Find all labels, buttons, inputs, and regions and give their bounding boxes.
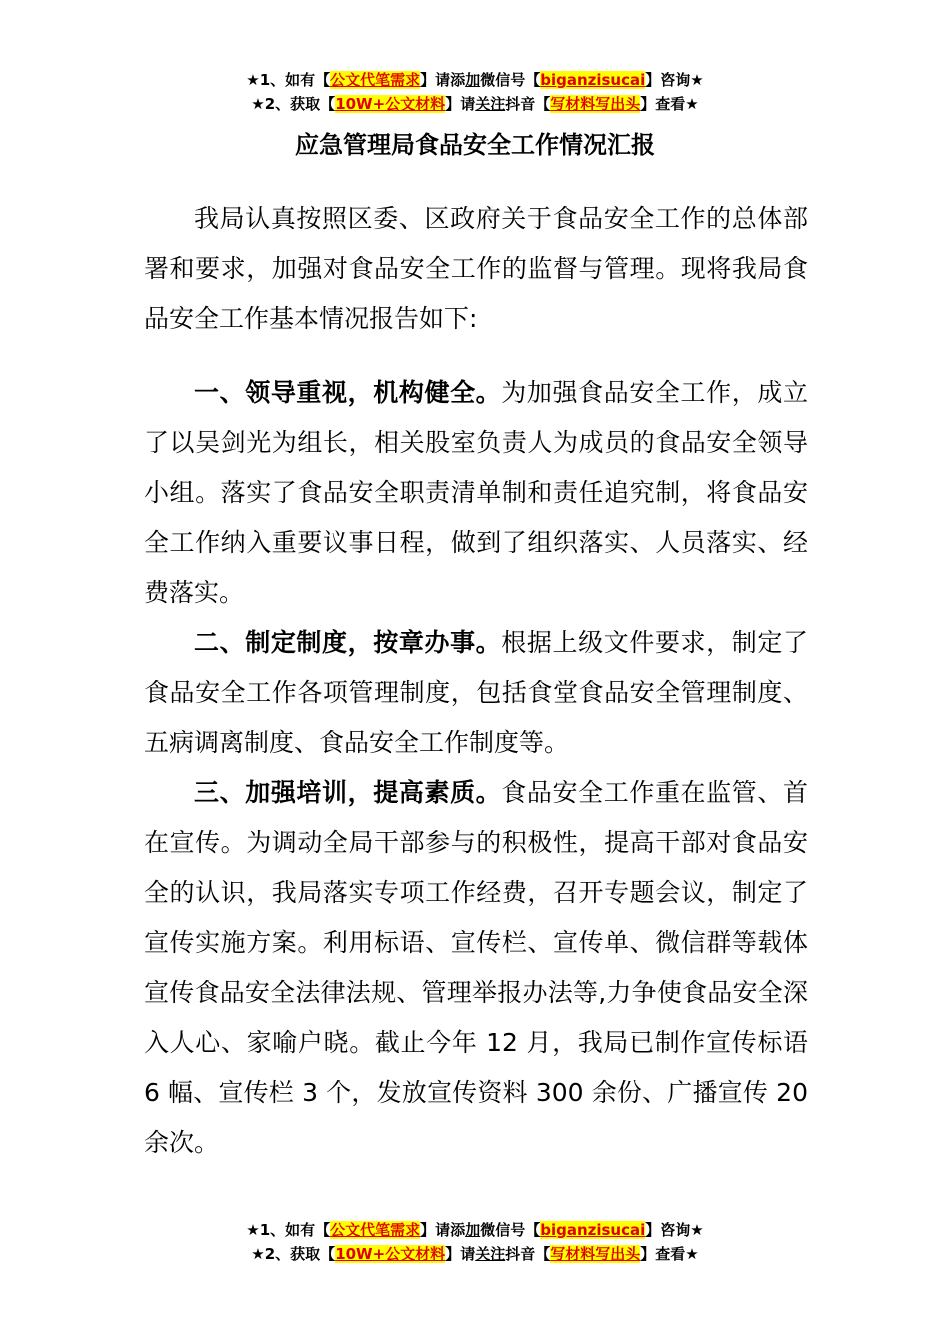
banner-text: 关注: [475, 95, 506, 113]
banner-text: ★1、如有【: [246, 71, 331, 89]
banner-text: 】咨询★: [645, 1221, 704, 1239]
banner-text: 】请添: [420, 71, 466, 89]
banner-text: 加: [465, 1221, 481, 1239]
wechat-id-link[interactable]: biganzisucai: [540, 71, 646, 89]
wechat-id-link[interactable]: biganzisucai: [540, 1221, 646, 1239]
banner-text: 抖音【: [505, 95, 551, 113]
document-title: 应急管理局食品安全工作情况汇报: [295, 131, 655, 159]
document-body: [144, 194, 808, 1168]
banner-text: 】咨询★: [645, 71, 704, 89]
douyin-account-link[interactable]: 写材料写出头: [550, 95, 641, 113]
section-paragraph: [144, 368, 808, 618]
section-text: 为加强食品安全工作，成立了以吴剑光为组长，相关股室负责人为成员的食品安全领导小组。落实了食品安全职责清单制和责任追究制，将食品安全工作纳入重要议事日程，做到了组织落实、人员落实、经费落实。: [144, 378, 808, 607]
banner-text: 微信号【: [480, 1221, 541, 1239]
banner-text: 】查看★: [640, 1245, 699, 1263]
highlight-service: 公文代笔需求: [330, 71, 421, 89]
section-paragraph: [144, 618, 808, 768]
banner-line-2: [0, 92, 950, 116]
highlight-materials: 10W+公文材料: [335, 95, 446, 113]
top-banner: [0, 68, 950, 116]
section-text: 根据上级文件要求，制定了食品安全工作各项管理制度，包括食堂食品安全管理制度、五病调离制度、食品安全工作制度等。: [144, 628, 808, 757]
section-text: 食品安全工作重在监管、首在宣传。为调动全局干部参与的积极性，提高干部对食品安全的认识，我局落实专项工作经费，召开专题会议，制定了宣传实施方案。利用标语、宣传栏、宣传单、微信群等载体宣传食品安全法律法规、管理举报办法等,力争使食品安全深入人心、家喻户晓。截止今年 12 月，我局已制作宣传标语 6 幅、宣传栏 3 个，发放宣传资料 300 余份、广播宣传 20 余次。: [144, 778, 808, 1157]
banner-text: ★1、如有【: [246, 1221, 331, 1239]
highlight-service: 公文代笔需求: [330, 1221, 421, 1239]
banner-text: 】查看★: [640, 95, 699, 113]
banner-text: 加: [465, 71, 481, 89]
intro-paragraph: 我局认真按照区委、区政府关于食品安全工作的总体部署和要求，加强对食品安全工作的监督与管理。现将我局食品安全工作基本情况报告如下:: [144, 204, 808, 333]
banner-text: 】请: [445, 1245, 476, 1263]
banner-text: ★2、获取【: [251, 1245, 336, 1263]
banner-text: 微信号【: [480, 71, 541, 89]
highlight-materials: 10W+公文材料: [335, 1245, 446, 1263]
section-heading: 二、制定制度，按章办事。: [194, 628, 502, 657]
bottom-banner: [0, 1218, 950, 1266]
banner-line-1: [0, 1218, 950, 1242]
banner-line-2: [0, 1242, 950, 1266]
section-paragraph: [144, 768, 808, 1168]
section-heading: 三、加强培训，提高素质。: [194, 778, 502, 807]
banner-text: 抖音【: [505, 1245, 551, 1263]
banner-text: 】请: [445, 95, 476, 113]
section-heading: 一、领导重视，机构健全。: [194, 378, 502, 407]
banner-line-1: [0, 68, 950, 92]
banner-text: 关注: [475, 1245, 506, 1263]
banner-text: 】请添: [420, 1221, 466, 1239]
banner-text: ★2、获取【: [251, 95, 336, 113]
douyin-account-link[interactable]: 写材料写出头: [550, 1245, 641, 1263]
